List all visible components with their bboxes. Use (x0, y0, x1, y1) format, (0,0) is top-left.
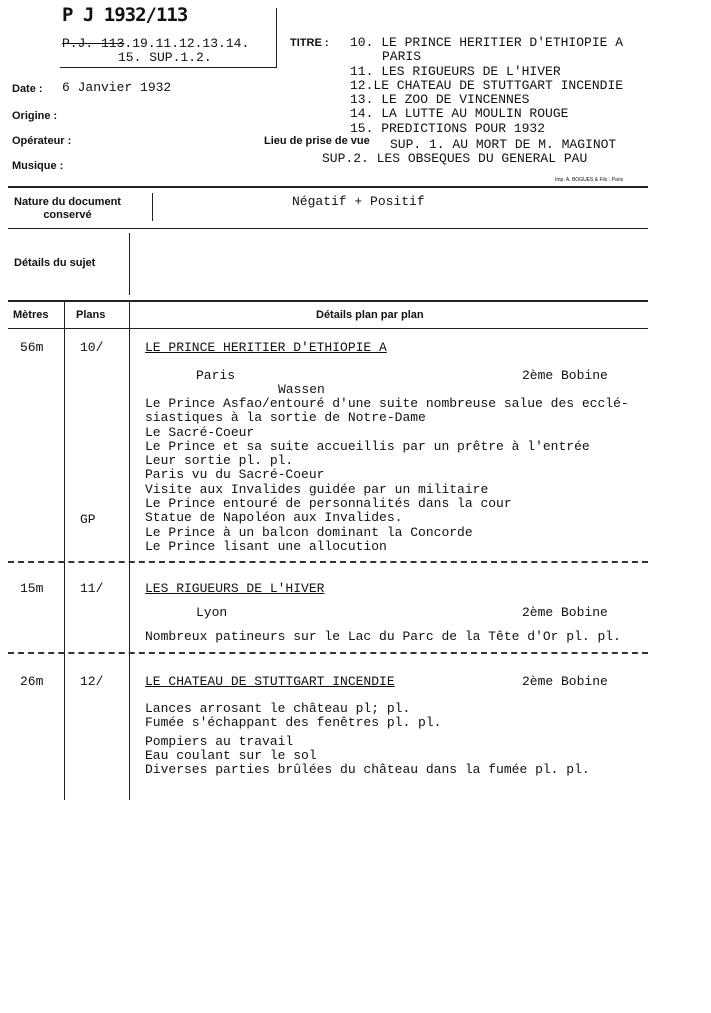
column-line-plans (129, 300, 130, 800)
title-item: 14. LA LUTTE AU MOULIN ROUGE (350, 106, 569, 122)
nature-value: Négatif + Positif (292, 194, 425, 209)
title-item: SUP.2. LES OBSEQUES DU GENERAL PAU (322, 151, 588, 166)
date-value: 6 Janvier 1932 (62, 80, 172, 95)
section-metres: 15m (20, 581, 44, 596)
shot-line: Diverses parties brûlées du château dans la fumée pl. pl. (145, 762, 590, 778)
shot-line: Pompiers au travail (145, 733, 294, 749)
reference-numbers-1: .19.11.12.13.14. (124, 36, 250, 51)
rule-top (8, 186, 648, 188)
section-metres: 26m (20, 674, 44, 689)
title-item: 12.LE CHATEAU DE STUTTGART INCENDIE (350, 77, 624, 93)
shot-line: Lances arrosant le château pl; pl. (145, 701, 411, 716)
shot-line: Visite aux Invalides guidée par un militaire (145, 481, 489, 497)
shot-line: Le Prince entouré de personnalités dans la cour (145, 496, 512, 512)
section-divider (8, 652, 648, 654)
lieu-label: Lieu de prise de vue (264, 135, 370, 147)
struck-reference: P.J. 113 (62, 36, 125, 51)
title-item: 11. LES RIGUEURS DE L'HIVER (350, 63, 561, 79)
column-line-metres (64, 300, 65, 800)
section-shot-list (145, 397, 629, 554)
header-divider-vertical (276, 8, 277, 68)
nature-divider (152, 193, 153, 221)
title-item: 13. LE ZOO DE VINCENNES (350, 92, 530, 108)
plan-note: GP (80, 512, 96, 527)
rule-table-top (8, 300, 648, 302)
shot-line: Le Sacré-Coeur (145, 424, 255, 440)
section-plan: 12/ (80, 674, 104, 689)
section-place: Lyon (196, 605, 228, 620)
section-metres: 56m (20, 340, 44, 355)
details-divider (129, 233, 130, 295)
column-header-metres: Mètres (13, 309, 49, 321)
section-sub-place: Wassen (278, 382, 325, 397)
titre-label: TITRE : (290, 37, 329, 49)
rule-header-bottom (8, 328, 648, 329)
title-item: 10. LE PRINCE HERITIER D'ETHIOPIE A (350, 35, 624, 50)
origine-label: Origine : (12, 110, 58, 122)
shot-line: Fumée s'échappant des fenêtres pl. pl. (145, 715, 442, 731)
musique-label: Musique : (12, 160, 64, 172)
shot-line: Le Prince lisant une allocution (145, 538, 387, 554)
section-bobine: 2ème Bobine (522, 605, 608, 620)
section-bobine: 2ème Bobine (522, 368, 608, 383)
shot-line: Nombreux patineurs sur le Lac du Parc de la Tête d'Or pl. pl. (145, 629, 621, 644)
section-title: LE PRINCE HERITIER D'ETHIOPIE A (145, 340, 387, 355)
column-header-plans: Plans (76, 309, 106, 321)
printer-imprint: Imp. A. BOGUES & Fils · Paris (555, 177, 624, 183)
shot-line: Statue de Napoléon aux Invalides. (145, 510, 403, 526)
shot-line: siastiques à la sortie de Notre-Dame (145, 410, 426, 426)
shot-line: Le Prince à un balcon dominant la Concorde (145, 524, 473, 540)
reference-line-2: 15. SUP.1.2. (118, 50, 212, 65)
rule-nature (8, 228, 648, 229)
header-divider-horizontal (60, 67, 277, 68)
details-sujet-label: Détails du sujet (14, 257, 96, 269)
title-item: SUP. 1. AU MORT DE M. MAGINOT (390, 137, 617, 152)
shot-line: Le Prince Asfao/entouré d'une suite nombreuse salue des ecclé- (145, 396, 629, 411)
section-place: Paris (196, 368, 236, 383)
section-plan: 11/ (80, 581, 104, 596)
date-label: Date : (12, 83, 43, 95)
reference-line-1 (62, 36, 249, 51)
section-title: LES RIGUEURS DE L'HIVER (145, 581, 325, 596)
section-shot-list (145, 702, 590, 777)
shot-line: Paris vu du Sacré-Coeur (145, 467, 325, 483)
section-title: LE CHATEAU DE STUTTGART INCENDIE (145, 674, 395, 689)
title-item: 15. PREDICTIONS POUR 1932 (350, 120, 546, 136)
column-header-details: Détails plan par plan (316, 309, 424, 321)
section-plan: 10/ (80, 340, 104, 355)
shot-line: Le Prince et sa suite accueillis par un prêtre à l'entrée (145, 438, 590, 454)
title-list (350, 36, 623, 136)
handwritten-reference: P J 1932/113 (62, 4, 188, 26)
operateur-label: Opérateur : (12, 135, 72, 147)
shot-line: Eau coulant sur le sol (145, 747, 317, 763)
section-bobine: 2ème Bobine (522, 674, 608, 689)
shot-line: Leur sortie pl. pl. (145, 453, 294, 469)
title-item: PARIS (382, 49, 422, 65)
section-divider (8, 561, 648, 563)
nature-label: Nature du document conservé (14, 196, 121, 221)
